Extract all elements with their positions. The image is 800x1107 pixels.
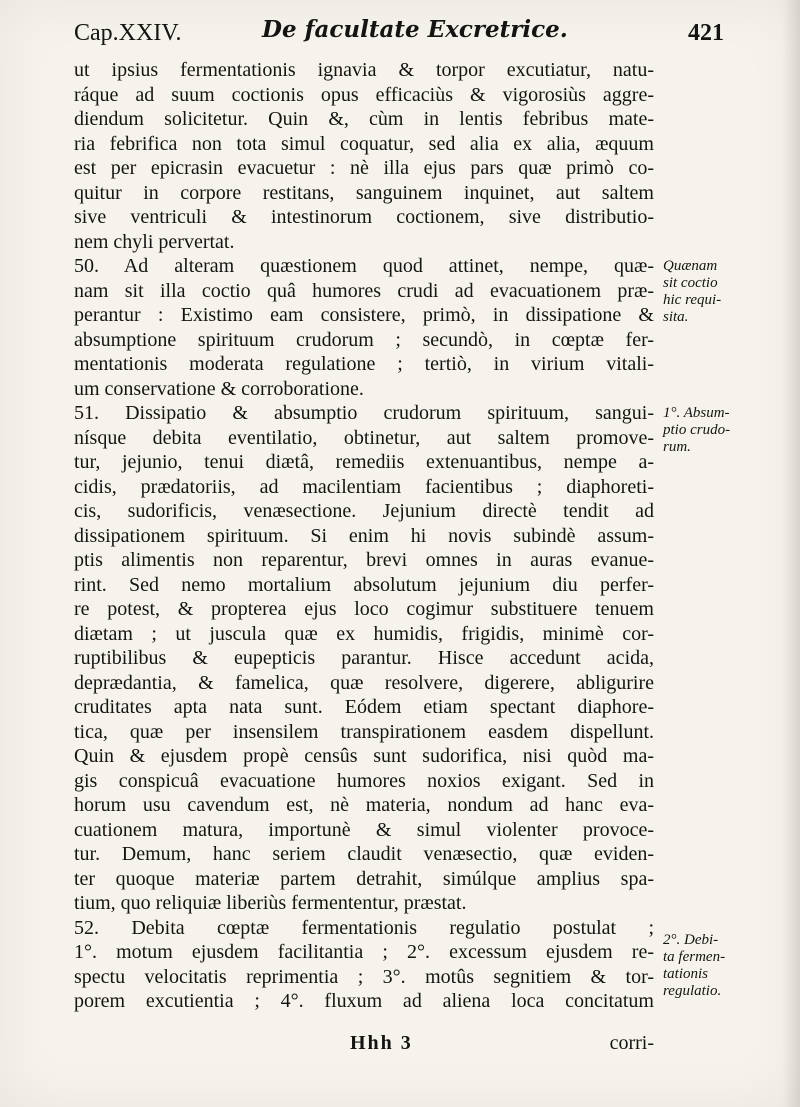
text-line: est per epicrasin evacuetur : nè illa ejus pars quæ primò co- bbox=[74, 157, 654, 179]
text-line: horum usu cavendum est, nè materia, nondum ad hanc eva- bbox=[74, 794, 654, 816]
main-text bbox=[74, 58, 654, 1014]
page-number: 421 bbox=[688, 20, 724, 46]
text-line: nam sit illa coctio quâ humores crudi ad evacuationem præ- bbox=[74, 279, 654, 302]
margin-note-line: sita. bbox=[663, 309, 689, 325]
margin-note-line: sit coctio bbox=[663, 275, 718, 291]
text-line: tur. Demum, hanc seriem claudit venæsectio, quæ eviden- bbox=[74, 843, 654, 865]
text-line: gis conspicuâ evacuatione humores noxios exigant. Sed in bbox=[74, 769, 654, 792]
margin-note-line: ptio crudo- bbox=[663, 422, 731, 438]
signature-mark: Hhh 3 bbox=[350, 1032, 413, 1054]
text-line: porem excutientia ; 4°. fluxum ad aliena loca concitatum bbox=[74, 990, 654, 1012]
text-line: perantur : Existimo eam consistere, primò, in dissipatione & bbox=[74, 304, 654, 326]
running-title: De facultate Excretrice. bbox=[262, 16, 568, 43]
text-line: spectu velocitatis reprimentia ; 3°. motûs segnitiem & tor- bbox=[74, 965, 654, 988]
text-line: dissipationem spirituum. Si enim hi novis subindè assum- bbox=[74, 524, 654, 547]
text-line: ria febrifica non tota simul coquatur, sed alia ex alia, æquum bbox=[74, 132, 654, 155]
chapter-label: Cap.XXIV. bbox=[74, 20, 182, 46]
margin-note-2 bbox=[663, 405, 763, 456]
margin-note-1 bbox=[663, 258, 763, 326]
margin-note-line: regulatio. bbox=[663, 983, 722, 999]
margin-note-line: tationis bbox=[663, 966, 709, 982]
margin-note-line: hic requi- bbox=[663, 292, 722, 308]
text-line: ut ipsius fermentationis ignavia & torpor excutiatur, natu- bbox=[74, 59, 654, 81]
text-line: ráque ad suum coctionis opus efficaciùs & vigorosiùs aggre- bbox=[74, 83, 654, 106]
text-line: ptis alimentis non reparentur, brevi omnes in auras evanue- bbox=[74, 549, 654, 571]
text-line: tica, quæ per insensilem transpirationem easdem dispellunt. bbox=[74, 720, 654, 743]
text-line: deprædantia, & famelica, quæ resolvere, digerere, abligurire bbox=[74, 671, 654, 694]
text-line: diendum solicitetur. Quin &, cùm in lentis febribus mate- bbox=[74, 108, 654, 130]
text-line: quitur in corpore restitans, sanguinem inquinet, aut saltem bbox=[74, 181, 654, 204]
text-line: diætam ; ut juscula quæ ex humidis, frigidis, minimè cor- bbox=[74, 622, 654, 645]
margin-note-3 bbox=[663, 932, 763, 1000]
text-line: 50. Ad alteram quæstionem quod attinet, nempe, quæ- bbox=[74, 255, 654, 277]
text-line: 1°. motum ejusdem facilitantia ; 2°. excessum ejusdem re- bbox=[74, 941, 654, 963]
catchword: corri- bbox=[609, 1032, 654, 1054]
margin-note-line: 2°. Debi- bbox=[663, 932, 719, 948]
running-head bbox=[74, 14, 724, 54]
text-line: mentationis moderata regulatione ; tertiò, in virium vitali- bbox=[74, 353, 654, 375]
margin-note-line: rum. bbox=[663, 439, 691, 455]
text-line: ruptibilibus & eupepticis parantur. Hisce accedunt acida, bbox=[74, 647, 654, 669]
text-line: nem chyli pervertat. bbox=[74, 230, 235, 253]
text-line: um conservatione & corroboratione. bbox=[74, 377, 364, 400]
text-line: cruditates apta nata sunt. Eódem etiam spectant diaphore- bbox=[74, 696, 654, 718]
text-line: Quin & ejusdem propè censûs sunt sudorifica, nisi quòd ma- bbox=[74, 745, 654, 767]
margin-note-line: 1°. Absum- bbox=[663, 405, 730, 421]
text-line: sive ventriculi & intestinorum coctionem, sive distributio- bbox=[74, 206, 654, 228]
text-line: nísque debita eventilatio, obtinetur, aut saltem promove- bbox=[74, 426, 654, 449]
page-edge-shadow bbox=[782, 0, 800, 1107]
text-line: cidis, prædatoriis, ad macilentiam facientibus ; diaphoreti- bbox=[74, 475, 654, 498]
text-line: ter quoque materiæ partem detrahit, simúlque amplius spa- bbox=[74, 867, 654, 890]
text-line: re potest, & propterea ejus loco cogimur substituere tenuem bbox=[74, 598, 654, 620]
text-line: cuationem matura, importunè & simul violenter provoce- bbox=[74, 818, 654, 841]
margin-note-line: ta fermen- bbox=[663, 949, 726, 965]
text-line: 51. Dissipatio & absumptio crudorum spirituum, sangui- bbox=[74, 402, 654, 424]
text-line: absumptione spirituum crudorum ; secundò, in cœptæ fer- bbox=[74, 328, 654, 351]
text-line: 52. Debita cœptæ fermentationis regulatio postulat ; bbox=[74, 916, 654, 939]
page-footer bbox=[74, 1032, 654, 1062]
text-line: tur, jejunio, tenui diætâ, remediis extenuantibus, nempe a- bbox=[74, 451, 654, 473]
margin-note-line: Quænam bbox=[663, 258, 718, 274]
text-line: cis, sudorificis, venæsectione. Jejunium directè tendit ad bbox=[74, 500, 654, 522]
text-line: rint. Sed nemo mortalium absolutum jejunium diu perfer- bbox=[74, 573, 654, 596]
text-line: tium, quo reliquiæ liberiùs fermententur, præstat. bbox=[74, 892, 467, 914]
